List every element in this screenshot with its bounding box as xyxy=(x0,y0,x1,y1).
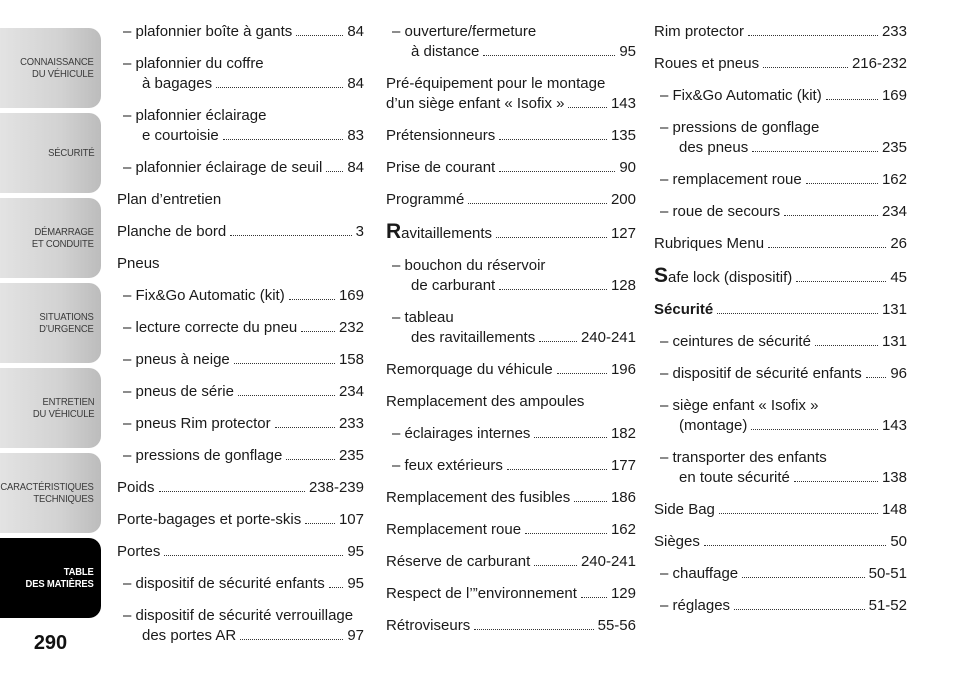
page-reference: 148 xyxy=(881,501,907,518)
entry-label xyxy=(123,158,322,178)
page-reference: 90 xyxy=(619,159,636,176)
index-entry xyxy=(117,510,364,530)
leader-dots xyxy=(763,67,848,68)
leader-dots xyxy=(296,35,343,36)
page-reference: 235 xyxy=(881,139,907,156)
index-entry xyxy=(386,424,636,444)
entry-text: des portes AR xyxy=(142,627,237,644)
entry-text: – pneus de série xyxy=(123,383,234,400)
chapter-tab[interactable] xyxy=(0,198,101,278)
index-entry xyxy=(117,254,364,274)
page-reference: 96 xyxy=(890,365,907,382)
leader-dots xyxy=(238,395,335,396)
index-entry xyxy=(386,360,636,380)
entry-label xyxy=(386,190,464,210)
entry-label xyxy=(654,532,700,552)
index-entry xyxy=(386,190,636,210)
index-entry xyxy=(117,106,364,146)
leader-dots xyxy=(499,171,615,172)
entry-text: – ouverture/fermeture xyxy=(392,23,537,40)
leader-dots xyxy=(329,587,344,588)
index-entry xyxy=(117,222,364,242)
index-column-2 xyxy=(386,22,636,648)
page-reference: 51-52 xyxy=(868,597,907,614)
page-reference: 182 xyxy=(610,425,636,442)
entry-label xyxy=(123,414,271,434)
index-entry xyxy=(386,584,636,604)
entry-label xyxy=(117,478,155,498)
page-reference: 177 xyxy=(610,457,636,474)
entry-text: – pneus Rim protector xyxy=(123,415,271,432)
entry-text: Planche de bord xyxy=(117,223,227,240)
entry-text: (montage) xyxy=(679,417,748,434)
entry-text: – tableau xyxy=(392,309,454,326)
leader-dots xyxy=(305,523,335,524)
index-entry xyxy=(654,564,907,584)
leader-dots xyxy=(704,545,886,546)
entry-text: – chauffage xyxy=(660,565,739,582)
leader-dots xyxy=(230,235,351,236)
index-entry xyxy=(654,364,907,384)
chapter-tab[interactable] xyxy=(0,368,101,448)
index-entry xyxy=(654,532,907,552)
page-reference: 240-241 xyxy=(580,329,636,346)
entry-label xyxy=(386,392,584,412)
leader-dots xyxy=(275,427,335,428)
entry-label xyxy=(123,446,282,466)
index-entry xyxy=(386,158,636,178)
entry-text: afe lock (dispositif) xyxy=(668,269,793,286)
entry-text: – plafonnier éclairage xyxy=(123,107,267,124)
entry-label xyxy=(660,170,802,190)
page-reference: 162 xyxy=(881,171,907,188)
entry-text: – lecture correcte du pneu xyxy=(123,319,298,336)
entry-label xyxy=(123,382,234,402)
page-reference: 232 xyxy=(338,319,364,336)
leader-dots xyxy=(574,501,607,502)
section-initial: S xyxy=(654,264,669,287)
leader-dots xyxy=(474,629,593,630)
entry-text: Poids xyxy=(117,479,155,496)
index-entry xyxy=(654,170,907,190)
leader-dots xyxy=(806,183,878,184)
index-entry xyxy=(117,382,364,402)
page-reference: 169 xyxy=(881,87,907,104)
leader-dots xyxy=(234,363,335,364)
index-entry xyxy=(654,118,907,158)
page-reference: 143 xyxy=(610,95,636,112)
chapter-tab-label: CONNAISSANCE DU VÉHICULE xyxy=(20,56,94,80)
leader-dots xyxy=(568,107,607,108)
entry-text: des ravitaillements xyxy=(411,329,536,346)
section-initial: R xyxy=(386,220,402,243)
entry-text: Rim protector xyxy=(654,23,745,40)
entry-label xyxy=(386,488,570,508)
page-reference: 235 xyxy=(338,447,364,464)
entry-text: – dispositif de sécurité enfants xyxy=(660,365,862,382)
page-reference: 238-239 xyxy=(308,479,364,496)
index-entry xyxy=(117,350,364,370)
entry-text: – transporter des enfants xyxy=(660,449,827,466)
entry-label xyxy=(411,328,535,348)
index-entry xyxy=(117,158,364,178)
entry-label xyxy=(117,222,226,242)
chapter-tab-label: CARACTÉRISTIQUES TECHNIQUES xyxy=(0,481,94,505)
entry-label xyxy=(660,564,738,584)
entry-text: avitaillements xyxy=(401,225,493,242)
index-entry xyxy=(386,22,636,62)
page-reference: 143 xyxy=(881,417,907,434)
leader-dots xyxy=(289,299,335,300)
page-reference: 107 xyxy=(338,511,364,528)
entry-label xyxy=(660,596,730,616)
leader-dots xyxy=(539,341,577,342)
page-reference: 95 xyxy=(619,43,636,60)
page-reference: 240-241 xyxy=(580,553,636,570)
index-entry xyxy=(654,396,907,436)
entry-text: – réglages xyxy=(660,597,731,614)
index-entry xyxy=(654,54,907,74)
entry-text: – siège enfant « Isofix » xyxy=(660,397,819,414)
index-entry xyxy=(117,54,364,94)
entry-text: – plafonnier éclairage de seuil xyxy=(123,159,323,176)
entry-text: des pneus xyxy=(679,139,749,156)
leader-dots xyxy=(499,289,607,290)
entry-text: Rubriques Menu xyxy=(654,235,765,252)
leader-dots xyxy=(240,639,343,640)
page-reference: 45 xyxy=(890,269,907,286)
leader-dots xyxy=(751,429,878,430)
entry-label xyxy=(123,350,230,370)
index-entry xyxy=(654,22,907,42)
index-entry xyxy=(654,202,907,222)
entry-label xyxy=(386,360,553,380)
entry-text: – plafonnier du coffre xyxy=(123,55,264,72)
page-reference: 131 xyxy=(881,333,907,350)
entry-text: Remplacement des ampoules xyxy=(386,393,585,410)
index-entry xyxy=(117,446,364,466)
entry-label xyxy=(654,500,715,520)
page-reference: 50 xyxy=(890,533,907,550)
page-reference: 129 xyxy=(610,585,636,602)
index-entry xyxy=(117,542,364,562)
leader-dots xyxy=(719,513,878,514)
entry-label xyxy=(117,510,301,530)
entry-label xyxy=(386,552,530,572)
entry-text: – Fix&Go Automatic (kit) xyxy=(660,87,822,104)
page-reference: 55-56 xyxy=(597,617,636,634)
index-entry xyxy=(117,606,364,646)
entry-text: – roue de secours xyxy=(660,203,781,220)
entry-label xyxy=(660,86,822,106)
page-reference: 131 xyxy=(881,301,907,318)
page-reference: 95 xyxy=(347,543,364,560)
entry-label xyxy=(392,456,503,476)
index-entry xyxy=(654,86,907,106)
leader-dots xyxy=(866,377,887,378)
index-entry xyxy=(117,478,364,498)
entry-text: Sièges xyxy=(654,533,700,550)
chapter-tab[interactable] xyxy=(0,113,101,193)
leader-dots xyxy=(748,35,878,36)
page-reference: 128 xyxy=(610,277,636,294)
index-entry xyxy=(654,300,907,320)
entry-text: – plafonnier boîte à gants xyxy=(123,23,293,40)
index-entry xyxy=(386,520,636,540)
leader-dots xyxy=(752,151,878,152)
leader-dots xyxy=(164,555,343,556)
chapter-tab-label: SÉCURITÉ xyxy=(47,147,94,159)
entry-text: Réserve de carburant xyxy=(386,553,531,570)
index-entry xyxy=(117,574,364,594)
entry-text: Rétroviseurs xyxy=(386,617,471,634)
chapter-tab[interactable] xyxy=(0,538,101,618)
leader-dots xyxy=(717,313,878,314)
index-entry xyxy=(654,234,907,254)
page-reference: 84 xyxy=(347,75,364,92)
leader-dots xyxy=(815,345,878,346)
entry-text: Side Bag xyxy=(654,501,715,518)
index-entry xyxy=(386,488,636,508)
entry-text: Respect de l’”environnement xyxy=(386,585,577,602)
entry-text: Remplacement des fusibles xyxy=(386,489,571,506)
chapter-tabs xyxy=(0,28,101,623)
entry-label xyxy=(679,416,747,436)
entry-label xyxy=(679,468,790,488)
entry-text: – éclairages internes xyxy=(392,425,531,442)
entry-label xyxy=(123,22,292,42)
index-entry xyxy=(117,22,364,42)
entry-label xyxy=(660,202,780,222)
entry-label xyxy=(123,574,325,594)
chapter-tab-label: ENTRETIEN DU VÉHICULE xyxy=(32,396,94,420)
chapter-tab-label: DÉMARRAGE ET CONDUITE xyxy=(32,226,94,250)
entry-label xyxy=(679,138,748,158)
page-reference: 216-232 xyxy=(851,55,907,72)
page-reference: 138 xyxy=(881,469,907,486)
leader-dots xyxy=(286,459,335,460)
leader-dots xyxy=(742,577,864,578)
entry-label xyxy=(123,286,285,306)
entry-label xyxy=(411,276,495,296)
entry-label xyxy=(117,254,160,274)
entry-label xyxy=(660,332,811,352)
entry-text: – pressions de gonflage xyxy=(123,447,283,464)
chapter-tab-label: TABLE DES MATIÈRES xyxy=(25,566,94,590)
entry-text: Sécurité xyxy=(654,301,714,318)
leader-dots xyxy=(734,609,865,610)
entry-label xyxy=(654,234,764,254)
index-column-1 xyxy=(117,22,364,658)
page-reference: 97 xyxy=(347,627,364,644)
entry-label xyxy=(386,94,564,114)
leader-dots xyxy=(826,99,878,100)
index-entry xyxy=(117,286,364,306)
entry-text: – Fix&Go Automatic (kit) xyxy=(123,287,285,304)
entry-text: Programmé xyxy=(386,191,465,208)
leader-dots xyxy=(525,533,607,534)
leader-dots xyxy=(557,373,607,374)
page-reference: 3 xyxy=(355,223,364,240)
entry-label xyxy=(660,364,862,384)
entry-text: – dispositif de sécurité enfants xyxy=(123,575,325,592)
entry-text: Plan d’entretien xyxy=(117,191,222,208)
leader-dots xyxy=(496,237,607,238)
entry-text: Pré-équipement pour le montage xyxy=(386,75,606,92)
leader-dots xyxy=(796,281,886,282)
entry-label xyxy=(142,626,236,646)
page-reference: 127 xyxy=(610,225,636,242)
index-entry xyxy=(386,74,636,114)
page-reference: 234 xyxy=(881,203,907,220)
entry-text: Porte-bagages et porte-skis xyxy=(117,511,302,528)
entry-text: – pressions de gonflage xyxy=(660,119,820,136)
index-entry xyxy=(654,266,907,288)
entry-label xyxy=(386,126,495,146)
entry-label xyxy=(386,584,577,604)
index-entry xyxy=(117,318,364,338)
entry-text: e courtoisie xyxy=(142,127,219,144)
page-reference: 233 xyxy=(881,23,907,40)
page-reference: 83 xyxy=(347,127,364,144)
entry-text: Pneus xyxy=(117,255,160,272)
entry-text: Remorquage du véhicule xyxy=(386,361,553,378)
page-reference: 158 xyxy=(338,351,364,368)
entry-label xyxy=(654,300,713,320)
index-entry xyxy=(386,308,636,348)
entry-label xyxy=(117,190,221,210)
page-reference: 234 xyxy=(338,383,364,400)
leader-dots xyxy=(581,597,607,598)
index-entry xyxy=(386,456,636,476)
index-entry xyxy=(386,256,636,296)
entry-text: Remplacement roue xyxy=(386,521,522,538)
entry-label xyxy=(123,318,297,338)
entry-text: – bouchon du réservoir xyxy=(392,257,546,274)
index-entry xyxy=(117,414,364,434)
chapter-tab[interactable] xyxy=(0,28,101,108)
page-reference: 135 xyxy=(610,127,636,144)
index-entry xyxy=(386,222,636,244)
page-reference: 233 xyxy=(338,415,364,432)
page-reference: 84 xyxy=(347,23,364,40)
entry-text: – pneus à neige xyxy=(123,351,230,368)
page-number: 290 xyxy=(33,632,68,654)
leader-dots xyxy=(534,437,607,438)
index-entry xyxy=(117,190,364,210)
page-reference: 169 xyxy=(338,287,364,304)
index-entry xyxy=(386,126,636,146)
entry-text: – feux extérieurs xyxy=(392,457,503,474)
leader-dots xyxy=(768,247,886,248)
entry-text: à bagages xyxy=(142,75,213,92)
chapter-tab[interactable] xyxy=(0,453,101,533)
index-entry xyxy=(386,616,636,636)
leader-dots xyxy=(326,171,343,172)
page-reference: 84 xyxy=(347,159,364,176)
entry-label xyxy=(142,74,212,94)
entry-label xyxy=(386,520,521,540)
leader-dots xyxy=(507,469,607,470)
entry-text: Portes xyxy=(117,543,161,560)
index-entry xyxy=(654,448,907,488)
entry-text: – remplacement roue xyxy=(660,171,802,188)
index-entry xyxy=(386,392,636,412)
page-reference: 200 xyxy=(610,191,636,208)
index-entry xyxy=(654,500,907,520)
leader-dots xyxy=(223,139,344,140)
leader-dots xyxy=(499,139,607,140)
leader-dots xyxy=(468,203,607,204)
entry-text: – dispositif de sécurité verrouillage xyxy=(123,607,354,624)
entry-label xyxy=(654,22,744,42)
entry-label xyxy=(411,42,479,62)
leader-dots xyxy=(159,491,305,492)
leader-dots xyxy=(483,55,615,56)
index-entry xyxy=(654,596,907,616)
page-reference: 26 xyxy=(890,235,907,252)
entry-text: d’un siège enfant « Isofix » xyxy=(386,95,565,112)
entry-label xyxy=(386,158,495,178)
index-entry xyxy=(654,332,907,352)
page-reference: 196 xyxy=(610,361,636,378)
page-reference: 95 xyxy=(347,575,364,592)
entry-label xyxy=(142,126,219,146)
entry-text: en toute sécurité xyxy=(679,469,790,486)
index-column-3 xyxy=(654,22,907,628)
chapter-tab-label: SITUATIONS D’URGENCE xyxy=(39,311,94,335)
entry-text: Roues et pneus xyxy=(654,55,760,72)
leader-dots xyxy=(216,87,343,88)
entry-text: à distance xyxy=(411,43,480,60)
entry-label xyxy=(392,424,530,444)
index-entry xyxy=(386,552,636,572)
chapter-tab[interactable] xyxy=(0,283,101,363)
entry-text: de carburant xyxy=(411,277,496,294)
leader-dots xyxy=(784,215,878,216)
leader-dots xyxy=(794,481,878,482)
page-reference: 186 xyxy=(610,489,636,506)
entry-label xyxy=(654,266,792,288)
entry-label xyxy=(654,54,759,74)
entry-label xyxy=(386,222,492,244)
entry-label xyxy=(117,542,160,562)
entry-label xyxy=(386,616,470,636)
page-reference: 50-51 xyxy=(868,565,907,582)
entry-text: Prétensionneurs xyxy=(386,127,496,144)
entry-text: – ceintures de sécurité xyxy=(660,333,811,350)
entry-text: Prise de courant xyxy=(386,159,496,176)
page-reference: 162 xyxy=(610,521,636,538)
leader-dots xyxy=(301,331,335,332)
leader-dots xyxy=(534,565,577,566)
